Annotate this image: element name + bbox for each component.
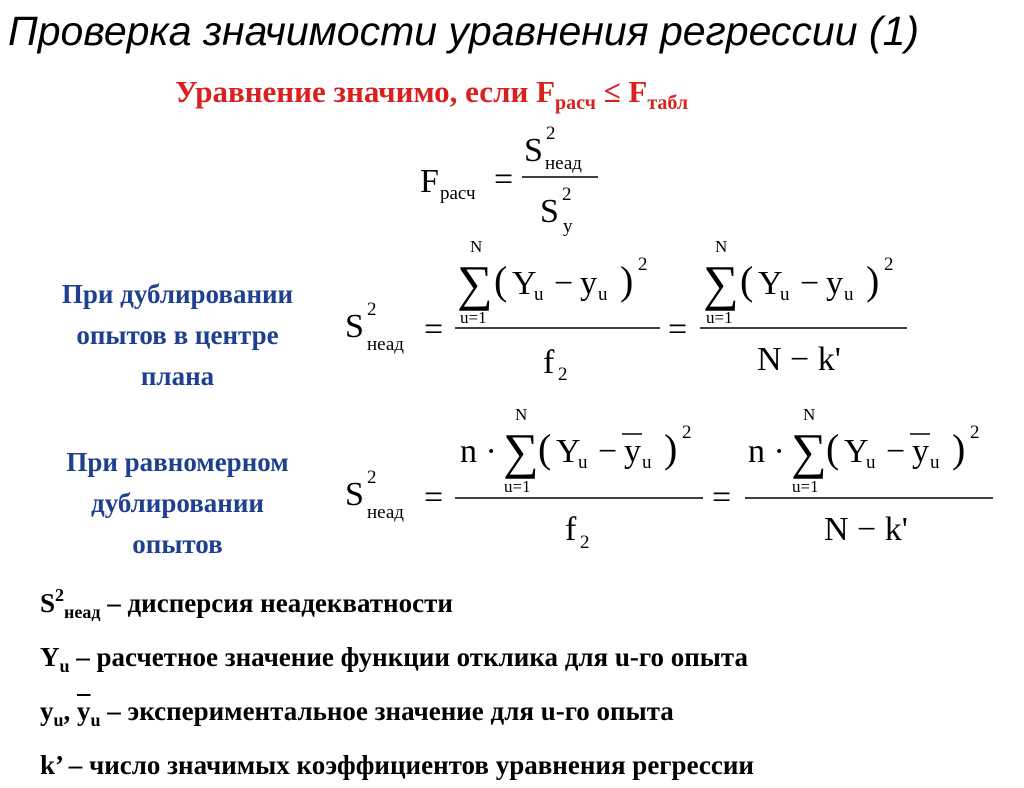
definitions-list: [40, 573, 754, 788]
svg-text:u: u: [578, 452, 588, 473]
s2-nead-formula-uniform: [345, 405, 993, 553]
svg-text:2: 2: [884, 254, 894, 275]
svg-text:S: S: [345, 308, 364, 345]
svg-text:): ): [664, 426, 678, 471]
svg-text:y: y: [624, 433, 641, 470]
svg-text:−: −: [886, 433, 906, 470]
svg-text:2: 2: [558, 364, 568, 385]
svg-text:Y: Y: [758, 265, 783, 302]
svg-text:Y: Y: [844, 433, 869, 470]
svg-text:N: N: [715, 237, 728, 256]
svg-text:y: y: [580, 265, 597, 302]
svg-text:−: −: [800, 265, 820, 302]
svg-text:y: y: [912, 433, 929, 470]
svg-text:=: =: [424, 479, 444, 516]
svg-text:u: u: [844, 284, 854, 305]
side-label-uniform-duplication: При равномерном дублировании опытов: [66, 447, 289, 559]
svg-text:∑: ∑: [457, 255, 493, 311]
svg-text:u=1: u=1: [706, 308, 733, 327]
svg-text:S: S: [524, 132, 543, 169]
condition-text: Уравнение значимо, если: [175, 74, 537, 109]
definition-Yu: $Y_u$ – расчетное значение функции отклика для u-го опыта: [40, 642, 748, 676]
svg-text:2: 2: [580, 532, 590, 553]
svg-text:расч: расч: [440, 183, 476, 204]
svg-text:): ): [866, 258, 880, 303]
svg-text:N − k': N − k': [757, 341, 841, 378]
page-title: Проверка значимости уравнения регрессии (1): [8, 8, 920, 54]
svg-text:=: =: [712, 479, 732, 516]
svg-text:u=1: u=1: [504, 477, 531, 496]
svg-text:(: (: [538, 426, 552, 471]
side-label-center-duplication: При дублировании опытов в центре плана: [61, 279, 294, 391]
significance-condition: Уравнение значимо, если $F_{расч} \le F_{табл}$: [175, 74, 689, 114]
definition-yu: $y_u$, $\overline{y}_u$ – экспериментальное значение для u-го опыта: [40, 696, 674, 730]
svg-text:∑: ∑: [703, 255, 739, 311]
svg-text:∑: ∑: [503, 423, 539, 479]
svg-text:неад: неад: [545, 153, 582, 174]
svg-text:n ·: n ·: [460, 433, 497, 470]
svg-text:=: =: [424, 311, 444, 348]
svg-text:u: u: [642, 452, 652, 473]
svg-text:(: (: [494, 258, 508, 303]
svg-text:n ·: n ·: [748, 433, 785, 470]
svg-text:2: 2: [682, 422, 692, 443]
s2-nead-formula-center: [345, 237, 907, 385]
svg-text:=: =: [494, 161, 514, 198]
svg-text:2: 2: [638, 254, 648, 275]
svg-text:f: f: [543, 344, 555, 381]
svg-text:2: 2: [546, 123, 556, 144]
svg-text:неад: неад: [367, 502, 404, 523]
svg-text:N: N: [803, 405, 816, 424]
svg-text:−: −: [598, 433, 618, 470]
svg-text:=: =: [668, 311, 688, 348]
svg-text:неад: неад: [367, 334, 404, 355]
svg-text:2: 2: [970, 422, 980, 443]
svg-text:u=1: u=1: [792, 477, 819, 496]
svg-text:N − k': N − k': [824, 511, 908, 548]
svg-text:S: S: [345, 476, 364, 513]
svg-text:N: N: [515, 405, 528, 424]
svg-text:Y: Y: [556, 433, 581, 470]
svg-text:u=1: u=1: [460, 308, 487, 327]
svg-text:u: u: [534, 284, 544, 305]
svg-text:y: y: [563, 216, 573, 237]
svg-text:−: −: [554, 265, 574, 302]
svg-text:(: (: [740, 258, 754, 303]
svg-text:y: y: [826, 265, 843, 302]
svg-text:F: F: [420, 163, 439, 200]
svg-text:2: 2: [562, 184, 572, 205]
svg-text:u: u: [930, 452, 940, 473]
svg-text:u: u: [598, 284, 608, 305]
svg-text:∑: ∑: [791, 423, 827, 479]
definition-k: k’ – число значимых коэффициентов уравнения регрессии: [40, 750, 754, 780]
svg-text:(: (: [826, 426, 840, 471]
definition-s2-nead: $S^2_{неад}$ – дисперсия неадекватности: [40, 585, 453, 622]
svg-text:N: N: [470, 237, 483, 256]
svg-text:u: u: [780, 284, 790, 305]
svg-text:S: S: [540, 193, 559, 230]
svg-text:): ): [620, 258, 634, 303]
svg-text:Y: Y: [512, 265, 537, 302]
svg-text:f: f: [565, 511, 577, 548]
f-calc-formula: [420, 123, 598, 237]
svg-text:): ): [952, 426, 966, 471]
svg-text:2: 2: [367, 299, 377, 320]
svg-text:2: 2: [367, 467, 377, 488]
svg-text:u: u: [866, 452, 876, 473]
